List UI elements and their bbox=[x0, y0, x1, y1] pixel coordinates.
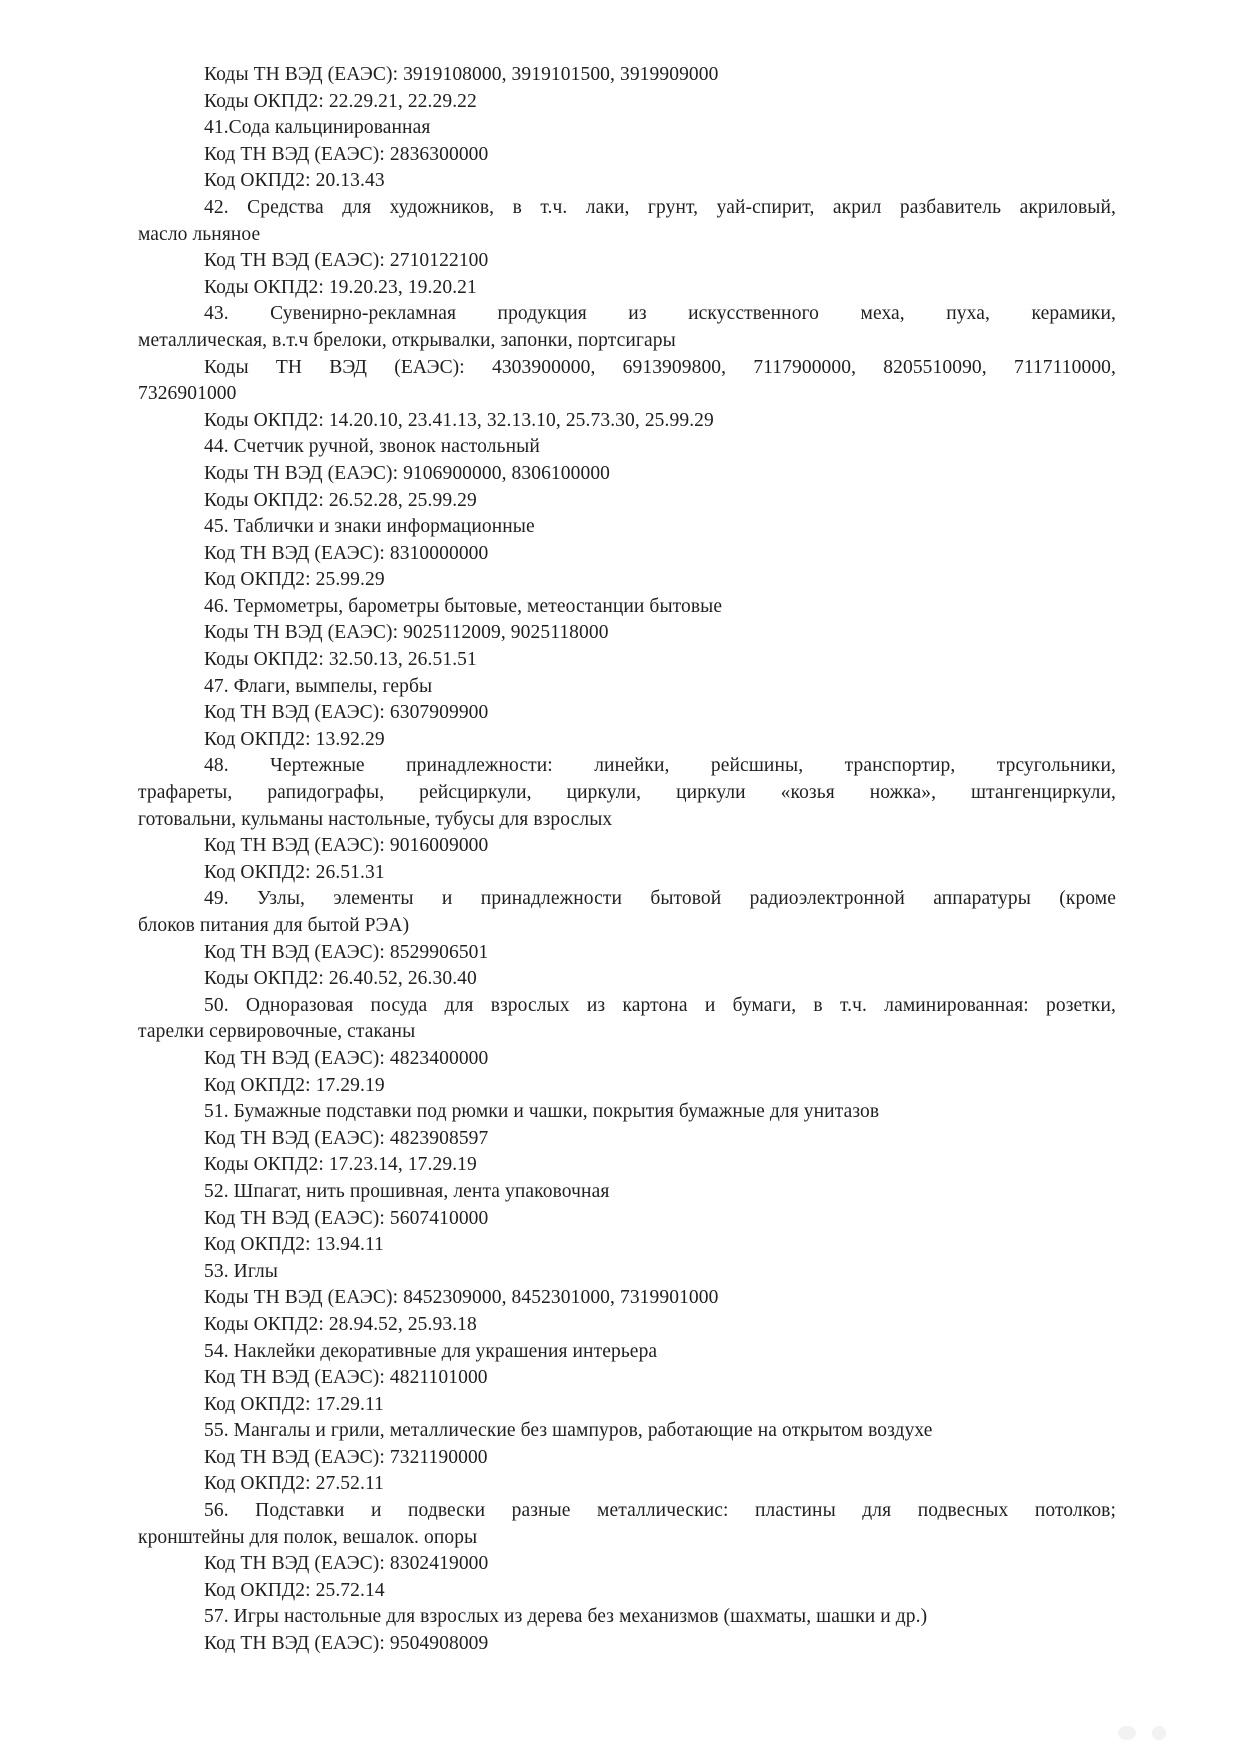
text-line: Код ОКПД2: 26.51.31 bbox=[204, 861, 385, 883]
text-line: 45. Таблички и знаки информационные bbox=[204, 516, 535, 538]
text-line: 44. Счетчик ручной, звонок настольный bbox=[204, 436, 540, 458]
text-line: Код ТН ВЭД (ЕАЭС): 2836300000 bbox=[204, 143, 489, 165]
text-line: Коды ОКПД2: 14.20.10, 23.41.13, 32.13.10, 25.73.30, 25.99.29 bbox=[204, 409, 714, 431]
text-line: Коды ОКПД2: 26.40.52, 26.30.40 bbox=[204, 968, 477, 990]
text-line: Код ТН ВЭД (ЕАЭС): 7321190000 bbox=[204, 1446, 488, 1468]
text-line: Код ОКПД2: 13.94.11 bbox=[204, 1234, 384, 1256]
text-line: Код ТН ВЭД (ЕАЭС): 8302419000 bbox=[204, 1553, 489, 1575]
text-line: Код ТН ВЭД (ЕАЭС): 9504908009 bbox=[204, 1633, 489, 1655]
text-line: Коды ОКПД2: 17.23.14, 17.29.19 bbox=[204, 1154, 477, 1176]
text-line: 54. Наклейки декоративные для украшения интерьера bbox=[204, 1340, 658, 1362]
text-line: трафареты, рапидографы, рейсциркули, циркули, циркули «козья ножка», штангенциркули, bbox=[138, 782, 1116, 804]
text-line: 55. Мангалы и грили, металлические без шампуров, работающие на открытом воздухе bbox=[204, 1420, 933, 1442]
text-line: 56. Подставки и подвески разные металлическис: пластины для подвесных потолков; bbox=[204, 1500, 1116, 1522]
text-line: тарелки сервировочные, стаканы bbox=[138, 1021, 416, 1043]
text-line: Коды ОКПД2: 28.94.52, 25.93.18 bbox=[204, 1313, 477, 1335]
text-line: Код ОКПД2: 27.52.11 bbox=[204, 1473, 384, 1495]
text-line: 51. Бумажные подставки под рюмки и чашки, покрытия бумажные для унитазов bbox=[204, 1101, 880, 1123]
text-line: 42. Средства для художников, в т.ч. лаки, грунт, уай-спирит, акрил разбавитель акриловый, bbox=[204, 196, 1116, 218]
text-line: Коды ОКПД2: 22.29.21, 22.29.22 bbox=[204, 90, 477, 112]
text-line: Код ТН ВЭД (ЕАЭС): 4823400000 bbox=[204, 1047, 489, 1069]
text-line: металлическая, в.т.ч брелоки, открывалки, запонки, портсигары bbox=[138, 329, 676, 351]
scan-artifact bbox=[1118, 1726, 1136, 1740]
text-line: Код ОКПД2: 13.92.29 bbox=[204, 728, 385, 750]
text-line: Код ТН ВЭД (ЕАЭС): 5607410000 bbox=[204, 1207, 489, 1229]
text-line: Коды ТН ВЭД (ЕАЭС): 8452309000, 8452301000, 7319901000 bbox=[204, 1287, 719, 1309]
text-line: Код ТН ВЭД (ЕАЭС): 4823908597 bbox=[204, 1127, 489, 1149]
text-line: Коды ОКПД2: 32.50.13, 26.51.51 bbox=[204, 649, 477, 671]
text-line: Коды ОКПД2: 19.20.23, 19.20.21 bbox=[204, 276, 477, 298]
text-line: 57. Игры настольные для взрослых из дерева без механизмов (шахматы, шашки и др.) bbox=[204, 1606, 928, 1628]
text-line: Код ТН ВЭД (ЕАЭС): 6307909900 bbox=[204, 702, 489, 724]
text-line: Коды ТН ВЭД (ЕАЭС): 4303900000, 6913909800, 7117900000, 8205510090, 7117110000, bbox=[204, 356, 1116, 378]
text-line: Код ОКПД2: 17.29.19 bbox=[204, 1074, 385, 1096]
text-line: Коды ТН ВЭД (ЕАЭС): 9106900000, 8306100000 bbox=[204, 462, 611, 484]
text-line: 48. Чертежные принадлежности: линейки, рейсшины, транспортир, трсугольники, bbox=[204, 755, 1116, 777]
text-line: блоков питания для бытой РЭА) bbox=[138, 915, 410, 936]
text-line: 47. Флаги, вымпелы, гербы bbox=[204, 675, 433, 697]
text-line: Код ТН ВЭД (ЕАЭС): 8529906501 bbox=[204, 941, 489, 963]
text-line: Коды ТН ВЭД (ЕАЭС): 9025112009, 9025118000 bbox=[204, 622, 609, 644]
text-line: готовальни, кульманы настольные, тубусы для взрослых bbox=[138, 808, 613, 830]
text-line: Код ОКПД2: 20.13.43 bbox=[204, 170, 385, 192]
text-line: Код ТН ВЭД (ЕАЭС): 4821101000 bbox=[204, 1367, 488, 1389]
text-line: 50. Одноразовая посуда для взрослых из картона и бумаги, в т.ч. ламинированная: розетки, bbox=[204, 994, 1116, 1016]
text-line: 46. Термометры, барометры бытовые, метеостанции бытовые bbox=[204, 595, 723, 617]
text-line: 49. Узлы, элементы и принадлежности бытовой радиоэлектронной аппаратуры (кроме bbox=[204, 888, 1116, 910]
text-content bbox=[138, 62, 1116, 1658]
text-line: Код ОКПД2: 17.29.11 bbox=[204, 1393, 384, 1415]
text-line: Код ОКПД2: 25.72.14 bbox=[204, 1579, 385, 1601]
text-line: 41.Сода кальцинированная bbox=[204, 117, 431, 139]
text-line: кронштейны для полок, вешалок. опоры bbox=[138, 1526, 478, 1548]
text-line: 43. Сувенирно-рекламная продукция из искусственного меха, пуха, керамики, bbox=[204, 303, 1116, 325]
text-line: Код ТН ВЭД (ЕАЭС): 2710122100 bbox=[204, 250, 489, 272]
text-line: Код ТН ВЭД (ЕАЭС): 9016009000 bbox=[204, 835, 489, 857]
text-line: 53. Иглы bbox=[204, 1260, 278, 1282]
text-line: Коды ОКПД2: 26.52.28, 25.99.29 bbox=[204, 489, 477, 511]
text-line: 7326901000 bbox=[138, 383, 237, 405]
text-line: Код ОКПД2: 25.99.29 bbox=[204, 569, 385, 591]
text-line: 52. Шпагат, нить прошивная, лента упаковочная bbox=[204, 1180, 610, 1202]
text-line: Код ТН ВЭД (ЕАЭС): 8310000000 bbox=[204, 542, 489, 564]
text-line: Коды ТН ВЭД (ЕАЭС): 3919108000, 3919101500, 3919909000 bbox=[204, 64, 719, 85]
text-line: масло льняное bbox=[138, 223, 261, 245]
scan-artifact bbox=[1152, 1726, 1166, 1740]
